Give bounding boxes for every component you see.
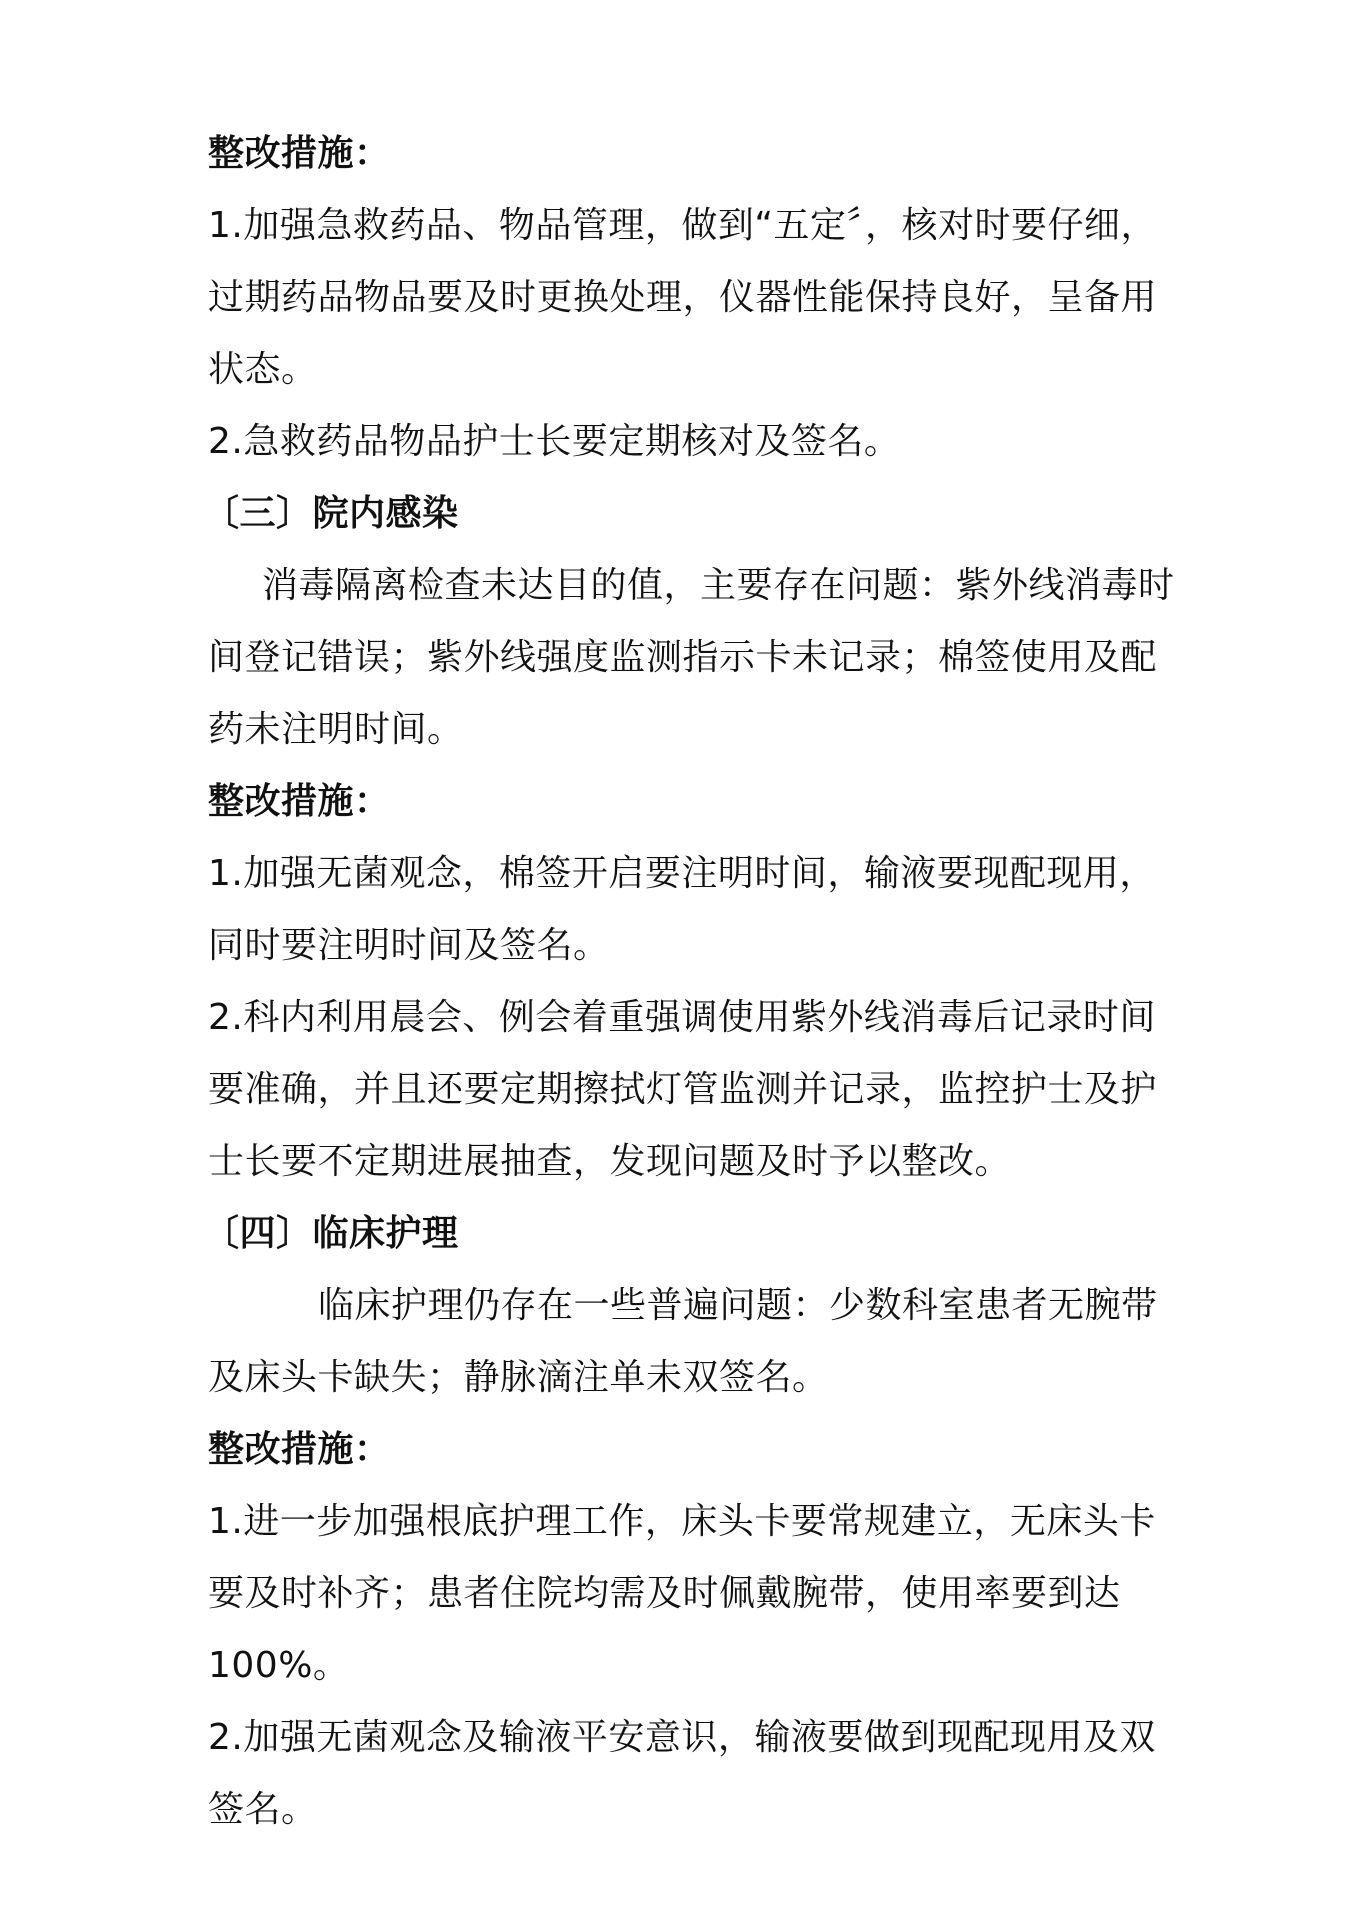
paragraph-line: 药未注明时间。 xyxy=(208,709,464,750)
paragraph-line: 要及时补齐；患者住院均需及时佩戴腕带，使用率要到达 xyxy=(208,1573,1121,1614)
paragraph-line: 同时要注明时间及签名。 xyxy=(208,925,610,966)
paragraph-line: 临床护理仍存在一些普遍问题：少数科室患者无腕带 xyxy=(318,1285,1158,1326)
paragraph-line: 士长要不定期进展抽查，发现问题及时予以整改。 xyxy=(208,1141,1012,1182)
paragraph-line: 1.进一步加强根底护理工作，床头卡要常规建立，无床头卡 xyxy=(208,1501,1156,1542)
paragraph-line: 签名。 xyxy=(208,1789,318,1830)
section-heading-rectification-1: 整改措施： xyxy=(208,133,391,174)
paragraph-line: 1.加强急救药品、物品管理，做到“五定〞，核对时要仔细， xyxy=(208,205,1157,246)
paragraph-line: 状态。 xyxy=(208,349,318,390)
paragraph-line: 及床头卡缺失；静脉滴注单未双签名。 xyxy=(208,1357,829,1398)
section-heading-clinical-nursing: 〔四〕临床护理 xyxy=(203,1213,459,1254)
paragraph-line: 消毒隔离检查未达目的值，主要存在问题：紫外线消毒时 xyxy=(262,565,1175,606)
section-heading-rectification-2: 整改措施： xyxy=(208,781,391,822)
paragraph-line: 2.加强无菌观念及输液平安意识，输液要做到现配现用及双 xyxy=(208,1717,1156,1758)
section-heading-rectification-3: 整改措施： xyxy=(208,1429,391,1470)
paragraph-line: 2.科内利用晨会、例会着重强调使用紫外线消毒后记录时间 xyxy=(208,997,1156,1038)
paragraph-line: 间登记错误；紫外线强度监测指示卡未记录；棉签使用及配 xyxy=(208,637,1158,678)
paragraph-line: 2.急救药品物品护士长要定期核对及签名。 xyxy=(208,421,901,462)
paragraph-line: 1.加强无菌观念，棉签开启要注明时间，输液要现配现用， xyxy=(208,853,1156,894)
paragraph-line: 过期药品物品要及时更换处理，仪器性能保持良好，呈备用 xyxy=(208,277,1158,318)
paragraph-line: 100%。 xyxy=(208,1645,350,1686)
paragraph-line: 要准确，并且还要定期擦拭灯管监测并记录，监控护士及护 xyxy=(208,1069,1158,1110)
section-heading-infection: 〔三〕院内感染 xyxy=(203,493,459,534)
